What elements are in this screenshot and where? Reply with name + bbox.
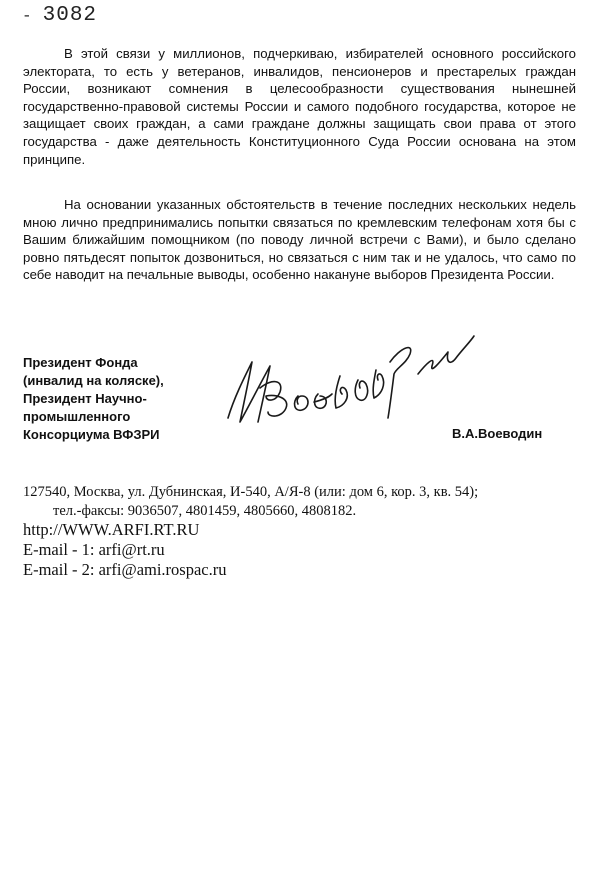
document-number [22,4,97,27]
paragraph-text: На основании указанных обстоятельств в течение последних нескольких недель мною лично предпринимались попытки связаться по кремлевским телефонам хотя бы с Вашим ближайшим помощником (по поводу личной встречи с Вами), и было сделано ровно пятьдесят попыток дозвониться, но связаться с ним так и не удалось, что само по себе наводит на печальные выводы, особенно накануне выборов Президента России. [23,197,576,283]
email-1: E-mail - 1: arfi@rt.ru [23,540,165,559]
signature-stroke [388,348,411,418]
paragraph-2 [23,196,576,284]
paragraph-1 [23,45,576,168]
signature-stroke [228,362,270,422]
signature-stroke [295,396,308,410]
signatory-titles [23,354,164,444]
postal-address [23,483,478,521]
paragraph-text: В этой связи у миллионов, подчеркиваю, избирателей основного российского электората, то есть у ветеранов, инвалидов, пенсионеров и престарелых граждан России, возникают сомнения в целесообразности существования нынешней государственно-правовой системы России и самого подобного государства, которое не защищает своих граждан, а сами граждане должны защищать свои права от этого государства - даже деятельность Конституционного Суда России основана на этом принципе. [23,46,576,167]
signature-stroke [335,376,347,408]
signer-name: В.А.Воеводин [452,426,543,441]
signature-stroke [260,382,287,416]
document-number-value: 3082 [42,4,98,27]
contact-info [23,520,227,580]
signature-stroke [355,380,367,400]
signatory-title-line: (инвалид на коляске), [23,373,164,388]
signatory-title-line: промышленного [23,409,131,424]
signatory-title-line: Консорциума ВФЗРИ [23,427,160,442]
email-2: E-mail - 2: arfi@ami.rospac.ru [23,560,227,579]
address-line: 127540, Москва, ул. Дубнинская, И-540, А/Я-8 (или: дом 6, кор. 3, кв. 54); [23,484,479,500]
signatory-title-line: Президент Научно- [23,391,147,406]
fax-numbers: тел.-факсы: 9036507, 4801459, 4805660, 4808182. [53,503,357,519]
signature-stroke [418,336,474,374]
document-number-prefix: - [22,7,33,25]
signatory-title-line: Президент Фонда [23,355,138,370]
website-url: http://WWW.ARFI.RT.RU [23,520,200,539]
signature-stroke [314,394,332,408]
signature-stroke [373,370,383,398]
handwritten-signature [200,318,490,430]
